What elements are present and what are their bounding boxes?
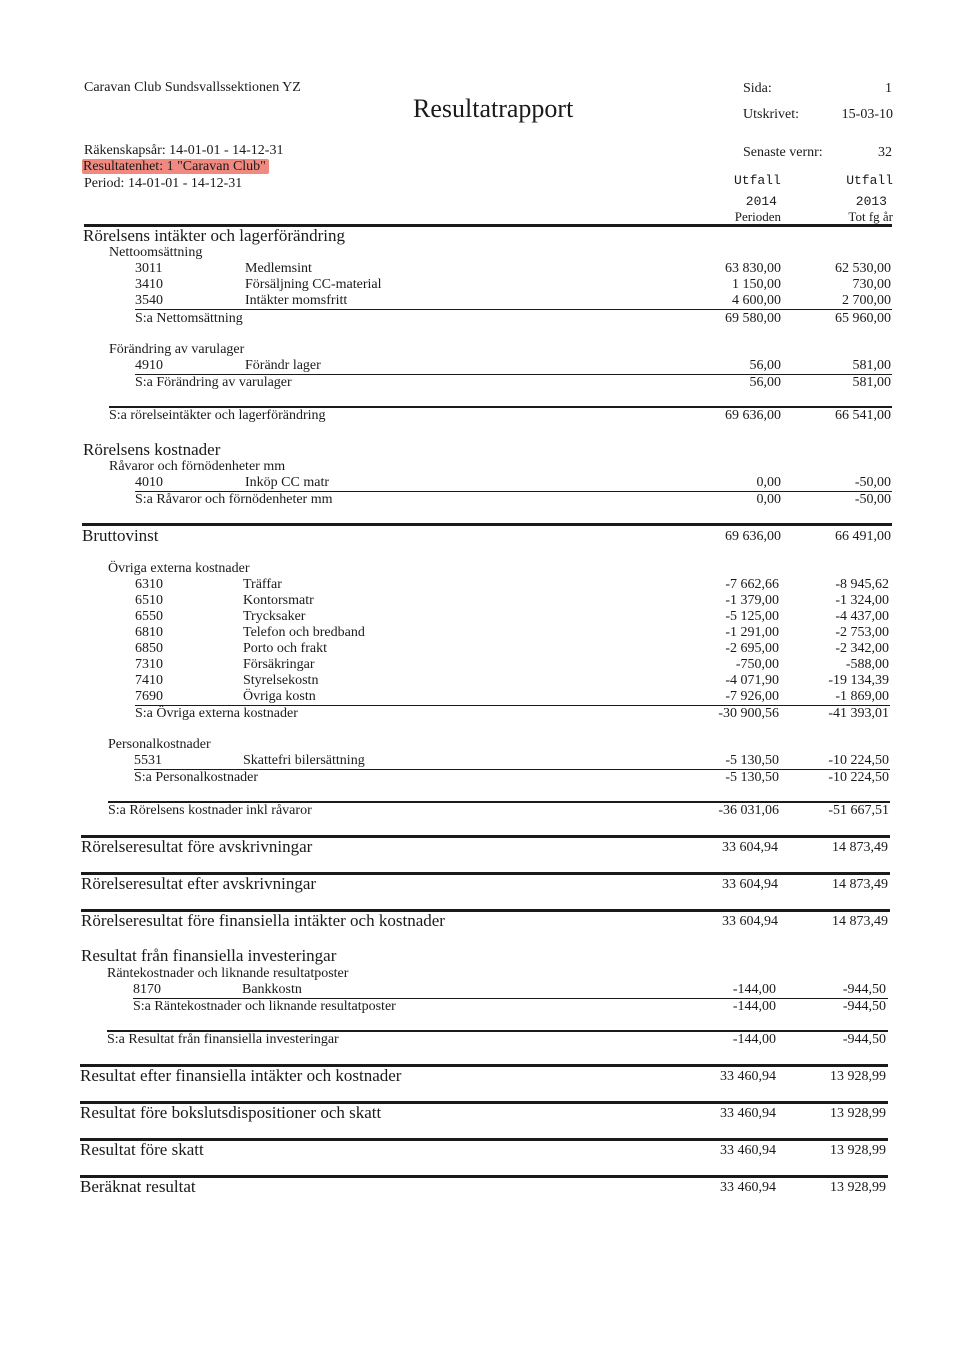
- sum-label-forandring: S:a Förändring av varulager: [135, 375, 292, 390]
- acct-name-4010: Inköp CC matr: [245, 475, 329, 490]
- result-v2-1: 14 873,49: [832, 840, 888, 855]
- result-label-3: Rörelseresultat före finansiella intäkter och kostnader: [81, 911, 445, 930]
- acct-name-8170: Bankkostn: [242, 982, 302, 997]
- page-number: 1: [885, 81, 892, 96]
- acct-name-7410: Styrelsekostn: [243, 673, 319, 688]
- col2-sub: Tot fg år: [848, 209, 893, 224]
- value-v2-3410: 730,00: [852, 277, 891, 292]
- acct-3540: 3540: [135, 293, 163, 308]
- acct-4010: 4010: [135, 475, 163, 490]
- page-label: Sida:: [743, 81, 772, 96]
- sum-v1-ravaror: 0,00: [756, 492, 781, 507]
- result-unit: [82, 159, 269, 175]
- acct-name-4910: Förändr lager: [245, 358, 321, 373]
- acct-name-6550: Trycksaker: [243, 609, 306, 624]
- sum-v2-netto: 65 960,00: [835, 311, 891, 326]
- acct-name-5531: Skattefri bilersättning: [243, 753, 365, 768]
- result-v1-1: 33 604,94: [722, 840, 778, 855]
- group-label-forandring: Förändring av varulager: [109, 342, 245, 357]
- value-v2-4010: -50,00: [854, 475, 891, 490]
- col1-year: 2014: [745, 194, 777, 209]
- acct-6310: 6310: [135, 577, 163, 592]
- sum-v1-kostnader: -36 031,06: [718, 803, 779, 818]
- value-v2-6810: -2 753,00: [835, 625, 889, 640]
- result-v2-7: 13 928,99: [830, 1180, 886, 1195]
- value-v2-5531: -10 224,50: [828, 753, 889, 768]
- sum-v1-personal: -5 130,50: [725, 770, 779, 785]
- value-v2-8170: -944,50: [842, 982, 886, 997]
- result-v2-3: 14 873,49: [832, 914, 888, 929]
- sum-v2-ravaror: -50,00: [854, 492, 891, 507]
- fiscal-year: Räkenskapsår: 14-01-01 - 14-12-31: [84, 143, 284, 158]
- sum-label-ravaror: S:a Råvaror och förnödenheter mm: [135, 492, 333, 507]
- group-label-ovriga: Övriga externa kostnader: [108, 561, 250, 576]
- value-v1-8170: -144,00: [732, 982, 776, 997]
- result-label-5: Resultat före bokslutsdispositioner och skatt: [80, 1103, 382, 1122]
- version-number: 32: [878, 145, 892, 160]
- result-v1-6: 33 460,94: [720, 1143, 776, 1158]
- value-v1-3410: 1 150,00: [732, 277, 781, 292]
- acct-name-3540: Intäkter momsfritt: [245, 293, 348, 308]
- col2-head: Utfall: [846, 173, 893, 188]
- sum-label-kostnader: S:a Rörelsens kostnader inkl råvaror: [108, 803, 312, 818]
- acct-6550: 6550: [135, 609, 163, 624]
- result-v1-3: 33 604,94: [722, 914, 778, 929]
- sum-v1-intakter: 69 636,00: [725, 408, 781, 423]
- acct-7310: 7310: [135, 657, 163, 672]
- result-label-4: Resultat efter finansiella intäkter och kostnader: [80, 1066, 402, 1085]
- value-v2-7310: -588,00: [845, 657, 889, 672]
- acct-6510: 6510: [135, 593, 163, 608]
- value-v1-7310: -750,00: [735, 657, 779, 672]
- value-v1-6850: -2 695,00: [725, 641, 779, 656]
- sum-v2-intakter: 66 541,00: [835, 408, 891, 423]
- value-v2-6850: -2 342,00: [835, 641, 889, 656]
- sum-v2-forandring: 581,00: [852, 375, 891, 390]
- sum-label-finansiella: S:a Resultat från finansiella investeringar: [107, 1032, 339, 1047]
- value-v2-3540: 2 700,00: [842, 293, 891, 308]
- sum-v1-ranta: -144,00: [732, 999, 776, 1014]
- sum-v1-finansiella: -144,00: [732, 1032, 776, 1047]
- sum-label-ovriga: S:a Övriga externa kostnader: [135, 706, 298, 721]
- result-v1-7: 33 460,94: [720, 1180, 776, 1195]
- value-v1-6810: -1 291,00: [725, 625, 779, 640]
- sum-v2-ovriga: -41 393,01: [828, 706, 889, 721]
- acct-4910: 4910: [135, 358, 163, 373]
- col1-head: Utfall: [734, 173, 781, 188]
- result-v1-2: 33 604,94: [722, 877, 778, 892]
- result-v2-6: 13 928,99: [830, 1143, 886, 1158]
- value-v1-6550: -5 125,00: [725, 609, 779, 624]
- col2-year: 2013: [855, 194, 887, 209]
- value-v1-6310: -7 662,66: [725, 577, 779, 592]
- result-label-2: Rörelseresultat efter avskrivningar: [81, 874, 317, 893]
- group-label-personal: Personalkostnader: [108, 737, 211, 752]
- value-v2-6550: -4 437,00: [835, 609, 889, 624]
- sum-v2-personal: -10 224,50: [828, 770, 889, 785]
- acct-name-6510: Kontorsmatr: [243, 593, 314, 608]
- period: Period: 14-01-01 - 14-12-31: [84, 176, 243, 191]
- sum-v2-kostnader: -51 667,51: [828, 803, 889, 818]
- acct-6810: 6810: [135, 625, 163, 640]
- acct-6850: 6850: [135, 641, 163, 656]
- value-v1-5531: -5 130,50: [725, 753, 779, 768]
- acct-name-6810: Telefon och bredband: [243, 625, 365, 640]
- acct-name-6850: Porto och frakt: [243, 641, 327, 656]
- acct-7410: 7410: [135, 673, 163, 688]
- acct-3410: 3410: [135, 277, 163, 292]
- result-label-7: Beräknat resultat: [80, 1177, 196, 1196]
- acct-name-3011: Medlemsint: [245, 261, 312, 276]
- value-v2-6510: -1 324,00: [835, 593, 889, 608]
- value-v2-3011: 62 530,00: [835, 261, 891, 276]
- sum-label-netto: S:a Nettomsättning: [135, 311, 243, 326]
- printed-label: Utskrivet:: [743, 107, 799, 122]
- group-label-ravaror: Råvaror och förnödenheter mm: [109, 459, 286, 474]
- acct-8170: 8170: [133, 982, 161, 997]
- section-title-kostnader: Rörelsens kostnader: [83, 440, 221, 459]
- bruttovinst-label: Bruttovinst: [82, 526, 159, 545]
- report-title: Resultatrapport: [413, 94, 574, 123]
- company-name: Caravan Club Sundsvallssektionen YZ: [84, 80, 301, 95]
- result-rule: [82, 523, 892, 526]
- acct-5531: 5531: [134, 753, 162, 768]
- bruttovinst-v2: 66 491,00: [835, 529, 891, 544]
- sum-v1-ovriga: -30 900,56: [718, 706, 779, 721]
- sum-v1-netto: 69 580,00: [725, 311, 781, 326]
- value-v2-4910: 581,00: [852, 358, 891, 373]
- version-label: Senaste vernr:: [743, 145, 823, 160]
- result-label-1: Rörelseresultat före avskrivningar: [81, 837, 313, 856]
- result-v1-4: 33 460,94: [720, 1069, 776, 1084]
- value-v1-7690: -7 926,00: [725, 689, 779, 704]
- result-v1-5: 33 460,94: [720, 1106, 776, 1121]
- printed-date: 15-03-10: [841, 107, 893, 122]
- result-v2-2: 14 873,49: [832, 877, 888, 892]
- acct-name-7310: Försäkringar: [243, 657, 315, 672]
- acct-name-7690: Övriga kostn: [243, 689, 316, 704]
- value-v2-7690: -1 869,00: [835, 689, 889, 704]
- group-label-netto: Nettoomsättning: [109, 245, 203, 260]
- col1-sub: Perioden: [734, 209, 781, 224]
- acct-name-3410: Försäljning CC-material: [245, 277, 382, 292]
- acct-3011: 3011: [135, 261, 163, 276]
- section-title-intakter: Rörelsens intäkter och lagerförändring: [83, 226, 345, 245]
- acct-7690: 7690: [135, 689, 163, 704]
- bruttovinst-v1: 69 636,00: [725, 529, 781, 544]
- acct-name-6310: Träffar: [243, 577, 282, 592]
- value-v1-3011: 63 830,00: [725, 261, 781, 276]
- value-v2-7410: -19 134,39: [828, 673, 889, 688]
- value-v2-6310: -8 945,62: [835, 577, 889, 592]
- sum-rule: [135, 309, 892, 310]
- value-v1-7410: -4 071,90: [725, 673, 779, 688]
- sum-label-personal: S:a Personalkostnader: [134, 770, 259, 785]
- value-v1-4910: 56,00: [749, 358, 781, 373]
- value-v1-6510: -1 379,00: [725, 593, 779, 608]
- group-label-ranta: Räntekostnader och liknande resultatposter: [107, 966, 349, 981]
- value-v1-4010: 0,00: [756, 475, 781, 490]
- sum-v2-finansiella: -944,50: [842, 1032, 886, 1047]
- value-v1-3540: 4 600,00: [732, 293, 781, 308]
- sum-label-intakter: S:a rörelseintäkter och lagerförändring: [109, 408, 326, 423]
- result-v2-5: 13 928,99: [830, 1106, 886, 1121]
- section-title-finansiella: Resultat från finansiella investeringar: [81, 946, 337, 965]
- sum-label-ranta: S:a Räntekostnader och liknande resultatposter: [133, 999, 396, 1014]
- result-label-6: Resultat före skatt: [80, 1140, 204, 1159]
- result-unit-highlight: Resultatenhet: 1 "Caravan Club": [82, 159, 269, 174]
- sum-v1-forandring: 56,00: [749, 375, 781, 390]
- result-rule: [80, 1175, 888, 1178]
- sum-v2-ranta: -944,50: [842, 999, 886, 1014]
- result-v2-4: 13 928,99: [830, 1069, 886, 1084]
